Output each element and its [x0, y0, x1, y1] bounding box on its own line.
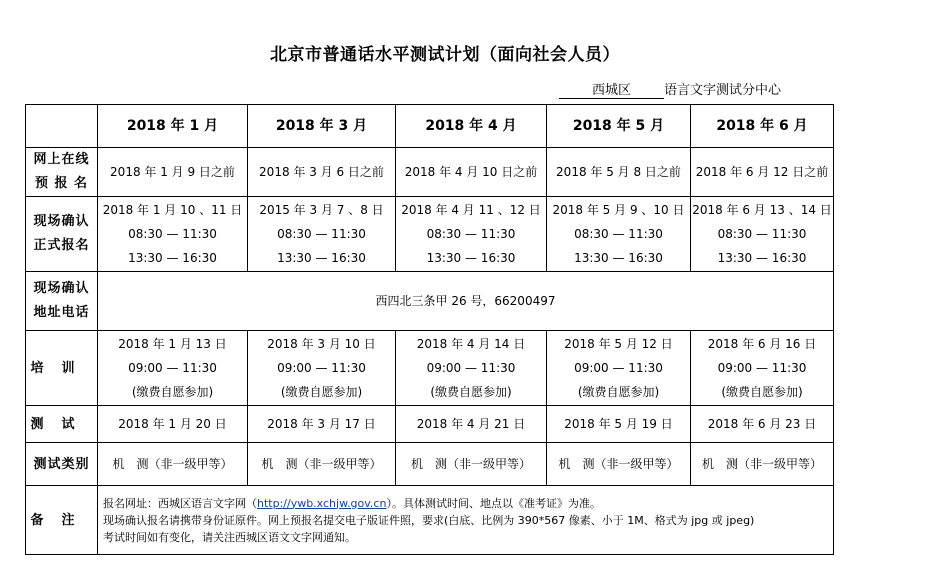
- test-date: 2018 年 1 月 20 日: [98, 406, 248, 443]
- confirm-cell: [396, 197, 547, 272]
- confirm-cell: [248, 197, 396, 272]
- confirm-date: 2018 年 6 月 13 、14 日: [692, 203, 832, 217]
- confirm-cell: [691, 197, 834, 272]
- test-type: 机 测（非一级甲等）: [248, 443, 396, 486]
- address-row: [26, 272, 834, 331]
- row-label: 现场确认 地址电话: [26, 272, 98, 331]
- training-row: [26, 331, 834, 406]
- confirm-time-pm: 13:30 — 16:30: [128, 251, 217, 265]
- month-header: 2018 年 3 月: [248, 105, 396, 148]
- confirm-time-am: 08:30 — 11:30: [717, 227, 807, 241]
- training-date: 2018 年 4 月 14 日: [416, 337, 526, 351]
- training-note: (缴费自愿参加): [721, 385, 803, 399]
- test-schedule-table: [25, 104, 834, 555]
- training-cell: [396, 331, 547, 406]
- row-label: 测试类别: [26, 443, 98, 486]
- training-note: (缴费自愿参加): [577, 385, 660, 399]
- training-date: 2018 年 3 月 10 日: [267, 337, 376, 351]
- test-type-row: [26, 443, 834, 486]
- confirm-time-pm: 13:30 — 16:30: [277, 251, 366, 265]
- remarks-line-1: 报名网址：西城区语言文字网（http://ywb.xchjw.gov.cn）。具体测试时间、地点以《准考证》为准。: [103, 496, 601, 510]
- training-date: 2018 年 5 月 12 日: [564, 337, 673, 351]
- online-deadline: 2018 年 6 月 12 日之前: [691, 148, 834, 197]
- month-header: 2018 年 6 月: [691, 105, 834, 148]
- month-header: 2018 年 1 月: [98, 105, 248, 148]
- confirm-time-am: 08:30 — 11:30: [128, 227, 217, 241]
- test-date: 2018 年 4 月 21 日: [396, 406, 547, 443]
- confirm-date: 2018 年 1 月 10 、11 日: [102, 203, 243, 217]
- test-type: 机 测（非一级甲等）: [98, 443, 248, 486]
- remarks-line-2: 现场确认报名请携带身份证原件。网上预报名提交电子版证件照，要求(白底、比例为 390*567 像素、小于 1M、格式为 jpg 或 jpeg): [103, 513, 755, 527]
- month-header: 2018 年 4 月: [396, 105, 547, 148]
- training-cell: [547, 331, 691, 406]
- confirm-time-am: 08:30 — 11:30: [426, 227, 516, 241]
- confirm-date: 2018 年 4 月 11 、12 日: [401, 203, 541, 217]
- header-row: [26, 105, 834, 148]
- training-cell: [691, 331, 834, 406]
- row-label: 备注: [26, 486, 98, 555]
- online-deadline: 2018 年 4 月 10 日之前: [396, 148, 547, 197]
- training-time: 09:00 — 11:30: [128, 361, 217, 375]
- training-time: 09:00 — 11:30: [277, 361, 366, 375]
- center-line: [559, 79, 781, 99]
- confirm-time-pm: 13:30 — 16:30: [426, 251, 516, 265]
- confirm-time-am: 08:30 — 11:30: [574, 227, 663, 241]
- confirm-date: 2018 年 5 月 9 、10 日: [552, 203, 685, 217]
- test-date-row: [26, 406, 834, 443]
- confirm-cell: [547, 197, 691, 272]
- row-label: 培训: [26, 331, 98, 406]
- training-date: 2018 年 1 月 13 日: [118, 337, 227, 351]
- test-type: 机 测（非一级甲等）: [396, 443, 547, 486]
- confirm-cell: [98, 197, 248, 272]
- address-phone: 西四北三条甲 26 号，66200497: [98, 272, 834, 331]
- confirm-time-pm: 13:30 — 16:30: [574, 251, 663, 265]
- test-date: 2018 年 5 月 19 日: [547, 406, 691, 443]
- online-deadline: 2018 年 5 月 8 日之前: [547, 148, 691, 197]
- page-title: 北京市普通话水平测试计划（面向社会人员）: [270, 45, 620, 65]
- confirm-date: 2015 年 3 月 7 、8 日: [259, 203, 384, 217]
- row-label: 现场确认 正式报名: [26, 197, 98, 272]
- row-label: 测试: [26, 406, 98, 443]
- test-date: 2018 年 3 月 17 日: [248, 406, 396, 443]
- training-note: (缴费自愿参加): [430, 385, 512, 399]
- remarks-line-3: 考试时间如有变化，请关注西城区语文文字网通知。: [103, 530, 356, 544]
- training-time: 09:00 — 11:30: [426, 361, 516, 375]
- test-date: 2018 年 6 月 23 日: [691, 406, 834, 443]
- month-header: 2018 年 5 月: [547, 105, 691, 148]
- training-cell: [248, 331, 396, 406]
- online-deadline: 2018 年 3 月 6 日之前: [248, 148, 396, 197]
- training-time: 09:00 — 11:30: [717, 361, 807, 375]
- training-cell: [98, 331, 248, 406]
- confirm-time-pm: 13:30 — 16:30: [717, 251, 807, 265]
- district-name: 西城区: [559, 79, 664, 99]
- training-note: (缴费自愿参加): [131, 385, 214, 399]
- remarks-row: [26, 486, 834, 555]
- onsite-confirm-row: [26, 197, 834, 272]
- training-note: (缴费自愿参加): [280, 385, 363, 399]
- test-type: 机 测（非一级甲等）: [691, 443, 834, 486]
- center-name: 语言文字测试分中心: [664, 83, 782, 98]
- remarks-text: [98, 486, 834, 555]
- online-registration-row: [26, 148, 834, 197]
- training-time: 09:00 — 11:30: [574, 361, 663, 375]
- corner-cell: [26, 105, 98, 148]
- registration-website-link[interactable]: http://ywb.xchjw.gov.cn: [257, 496, 387, 510]
- confirm-time-am: 08:30 — 11:30: [277, 227, 366, 241]
- test-type: 机 测（非一级甲等）: [547, 443, 691, 486]
- training-date: 2018 年 6 月 16 日: [707, 337, 817, 351]
- row-label: 网上在线 预 报 名: [26, 148, 98, 197]
- online-deadline: 2018 年 1 月 9 日之前: [98, 148, 248, 197]
